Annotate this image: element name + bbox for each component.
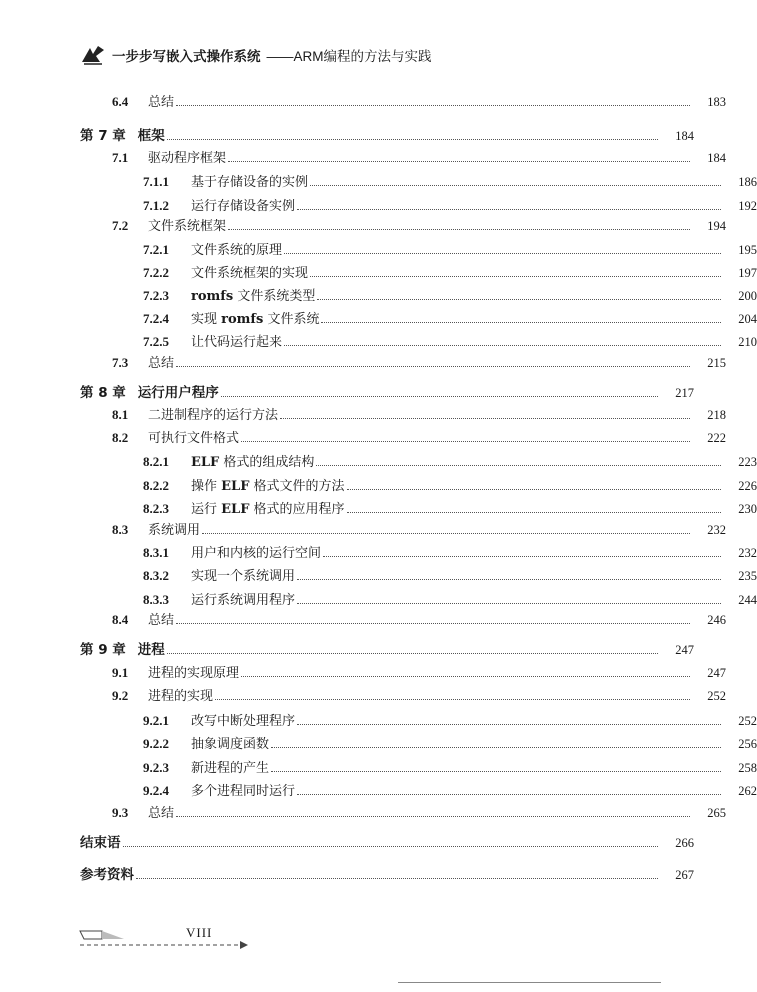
toc-entry-number: 第 7 章 [80, 128, 126, 144]
toc-entry-number: 第 8 章 [80, 385, 126, 401]
toc-page-number: 235 [738, 569, 757, 583]
toc-entry [0, 709, 757, 729]
toc-entry [0, 608, 726, 628]
toc-entry [0, 756, 757, 776]
toc-entry [0, 564, 757, 584]
toc-entry-number: 8.2.3 [143, 501, 169, 516]
toc-entry-title [191, 331, 282, 350]
dot-leader [347, 512, 721, 513]
toc-page-number: 252 [707, 689, 726, 703]
toc-entry-title [148, 427, 239, 446]
toc-entry-title [191, 757, 269, 776]
toc-entry [0, 426, 726, 446]
dot-leader [176, 105, 690, 106]
toc-entry [0, 831, 694, 851]
book-logo-icon [80, 44, 106, 66]
toc-entry [0, 381, 694, 401]
book-title: 一步步写嵌入式操作系统 [112, 49, 261, 65]
dot-leader [316, 465, 721, 466]
page-number: VIII [186, 925, 213, 940]
dot-leader [317, 299, 721, 300]
toc-title-text: 进程 [137, 642, 165, 658]
dot-leader [297, 209, 721, 210]
toc-title-text: 文件系统框架的实现 [191, 266, 309, 281]
toc-entry [0, 661, 726, 681]
toc-entry [0, 146, 726, 166]
toc-entry-title [148, 609, 174, 628]
toc-page-number: 246 [707, 613, 726, 627]
toc-entry-number: 7.2.3 [143, 288, 169, 303]
toc-entry-number: 7.2.2 [143, 265, 169, 280]
toc-entry-number: 8.2.2 [143, 478, 169, 493]
toc-entry [0, 450, 757, 470]
toc-entry-number: 7.2.4 [143, 311, 169, 326]
toc-entry-number: 9.2.3 [143, 760, 169, 775]
toc-title-text: 结束语 [80, 835, 121, 851]
toc-page-number: 244 [738, 593, 757, 607]
toc-title-text: 多个进程同时运行 [191, 784, 296, 799]
toc-entry [0, 684, 726, 704]
toc-entry-title [80, 863, 134, 883]
toc-title-text: 总结 [148, 356, 175, 371]
toc-entry-title [191, 171, 308, 190]
toc-page-number: 226 [738, 479, 757, 493]
toc-entry-title [148, 802, 174, 821]
dot-leader [228, 229, 690, 230]
toc-entry-title [191, 780, 295, 799]
toc-title-keyword: ELF [191, 455, 220, 470]
toc-entry [0, 497, 757, 517]
toc-title-text: 进程的实现原理 [148, 666, 240, 681]
toc-entry-title [191, 565, 295, 584]
dot-leader [297, 603, 721, 604]
toc-title-text: 运行系统调用程序 [191, 593, 296, 608]
toc-page-number: 222 [707, 431, 726, 445]
toc-title-text: 运行存储设备实例 [191, 199, 296, 214]
toc-entry-number: 6.4 [112, 94, 129, 109]
toc-entry-title [191, 308, 319, 327]
toc-page-number: 194 [707, 219, 726, 233]
dot-leader [323, 556, 721, 557]
toc-entry-title [191, 262, 308, 281]
toc-entry [0, 261, 757, 281]
toc-title-text: 二进制程序的运行方法 [148, 408, 279, 423]
toc-entry-number: 8.3 [112, 522, 129, 537]
toc-entry [0, 194, 757, 214]
toc-entry-number: 7.1 [112, 150, 129, 165]
toc-title-keyword: romfs [191, 289, 234, 304]
dot-leader [321, 322, 721, 323]
toc-page-number: 262 [738, 784, 757, 798]
toc-entry-title [191, 542, 321, 561]
dot-leader [215, 699, 690, 700]
toc-page-number: 186 [738, 175, 757, 189]
toc-entry-title [191, 285, 315, 304]
toc-entry-number: 8.4 [112, 612, 129, 627]
toc-entry [0, 863, 694, 883]
toc-entry [0, 124, 694, 144]
toc-page-number: 252 [738, 714, 757, 728]
dot-leader [347, 489, 721, 490]
toc-entry-title [191, 498, 345, 517]
toc-entry [0, 170, 757, 190]
toc-entry-title [191, 733, 269, 752]
toc-entry [0, 90, 726, 110]
dot-leader [241, 676, 690, 677]
toc-page-number: 232 [707, 523, 726, 537]
toc-title-text: 系统调用 [148, 523, 201, 538]
toc-title-text: 可执行文件格式 [148, 431, 240, 446]
toc-title-keyword: romfs [221, 312, 264, 327]
dot-leader [176, 366, 690, 367]
dot-leader [136, 878, 658, 879]
toc-page-number: 195 [738, 243, 757, 257]
toc-page-number: 230 [738, 502, 757, 516]
toc-entry-number: 7.1.2 [143, 198, 169, 213]
toc-entry [0, 588, 757, 608]
toc-title-text: 格式文件的方法 [249, 479, 345, 494]
dot-leader [167, 139, 658, 140]
toc-entry-title [138, 124, 165, 144]
dot-leader [123, 846, 659, 847]
dot-leader [221, 396, 658, 397]
dot-leader [310, 276, 721, 277]
toc-entry-number: 7.2 [112, 218, 129, 233]
toc-entry-number: 7.2.5 [143, 334, 169, 349]
toc-title-text: 基于存储设备的实例 [191, 175, 309, 190]
bottom-rule [398, 982, 661, 983]
toc-entry [0, 214, 726, 234]
book-subtitle: ——ARM编程的方法与实践 [266, 49, 432, 64]
toc-title-text: 实现一个系统调用 [191, 569, 296, 584]
toc-entry [0, 307, 757, 327]
toc-page-number: 200 [738, 289, 757, 303]
toc-title-text: 总结 [148, 806, 175, 821]
toc-title-text: 总结 [148, 95, 175, 110]
toc-page-number: 232 [738, 546, 757, 560]
toc-page-number: 204 [738, 312, 757, 326]
toc-entry-title [191, 475, 345, 494]
toc-page-number: 217 [675, 386, 694, 400]
toc-entry-title [191, 710, 295, 729]
toc-entry [0, 801, 726, 821]
toc-entry [0, 403, 726, 423]
toc-entry-title [148, 352, 174, 371]
toc-entry-number: 8.3.3 [143, 592, 169, 607]
footer-arrow-icon [80, 925, 260, 953]
dot-leader [310, 185, 721, 186]
toc-title-text: 参考资料 [80, 867, 134, 883]
toc-page-number: 258 [738, 761, 757, 775]
toc-entry [0, 779, 757, 799]
toc-page-number: 210 [738, 335, 757, 349]
toc-entry [0, 284, 757, 304]
toc-entry-title [191, 589, 295, 608]
toc-entry-number: 9.2.1 [143, 713, 169, 728]
toc-title-text: 框架 [137, 128, 165, 144]
toc-page-number: 266 [675, 836, 694, 850]
toc-entry-number: 8.1 [112, 407, 129, 422]
toc-title-text: 总结 [148, 613, 175, 628]
toc-entry-number: 7.1.1 [143, 174, 169, 189]
toc-entry-number: 9.2.4 [143, 783, 169, 798]
toc-title-text: 改写中断处理程序 [191, 714, 296, 729]
toc-page-number: 256 [738, 737, 757, 751]
dot-leader [280, 418, 690, 419]
toc-page-number: 218 [707, 408, 726, 422]
toc-entry-number: 8.2 [112, 430, 129, 445]
toc-title-text: 运行用户程序 [137, 385, 219, 401]
dot-leader [202, 533, 690, 534]
page-footer [80, 925, 260, 953]
dot-leader [297, 724, 721, 725]
toc-entry-title [191, 451, 314, 470]
toc-title-text: 文件系统 [263, 312, 320, 327]
toc-entry-title [80, 831, 121, 851]
toc-page-number: 223 [738, 455, 757, 469]
toc-page-number: 247 [707, 666, 726, 680]
toc-entry-number: 7.2.1 [143, 242, 169, 257]
toc-page-number: 184 [675, 129, 694, 143]
toc-entry-number: 9.3 [112, 805, 129, 820]
toc-title-text: 文件系统的原理 [191, 243, 283, 258]
toc-entry-number: 7.3 [112, 355, 129, 370]
toc-title-prefix: 实现 [191, 312, 222, 327]
dot-leader [228, 161, 690, 162]
toc-entry [0, 518, 726, 538]
toc-page-number: 267 [675, 868, 694, 882]
toc-entry-title [148, 519, 200, 538]
dot-leader [271, 747, 721, 748]
toc-entry-number: 8.3.1 [143, 545, 169, 560]
toc-title-text: 文件系统类型 [233, 289, 316, 304]
toc-page-number: 265 [707, 806, 726, 820]
toc-entry [0, 732, 757, 752]
toc-entry [0, 351, 726, 371]
toc-page-number: 183 [707, 95, 726, 109]
toc-entry-number: 9.1 [112, 665, 129, 680]
toc-title-prefix: 运行 [191, 502, 222, 517]
dot-leader [176, 623, 690, 624]
toc-entry-title [138, 638, 165, 658]
toc-entry-title [138, 381, 219, 401]
toc-title-keyword: ELF [221, 479, 250, 494]
toc-title-text: 驱动程序框架 [148, 151, 227, 166]
toc-page-number: 215 [707, 356, 726, 370]
dot-leader [284, 345, 721, 346]
toc-entry [0, 541, 757, 561]
toc-title-text: 让代码运行起来 [191, 335, 283, 350]
toc-page-number: 192 [738, 199, 757, 213]
toc-entry-number: 8.2.1 [143, 454, 169, 469]
toc-entry-title [148, 662, 239, 681]
toc-title-text: 新进程的产生 [191, 761, 270, 776]
toc-title-text: 用户和内核的运行空间 [191, 546, 322, 561]
toc-entry-title [148, 215, 226, 234]
toc-entry-title [148, 91, 174, 110]
toc-title-text: 进程的实现 [148, 689, 214, 704]
toc-entry-number: 第 9 章 [80, 642, 126, 658]
toc-title-text: 抽象调度函数 [191, 737, 270, 752]
toc-entry-title [191, 195, 295, 214]
dot-leader [167, 653, 658, 654]
toc-title-keyword: ELF [221, 502, 250, 517]
dot-leader [241, 441, 690, 442]
toc-page-number: 247 [675, 643, 694, 657]
toc-title-prefix: 操作 [191, 479, 222, 494]
toc-entry-title [191, 239, 282, 258]
toc-entry-title [148, 685, 213, 704]
toc-entry-title [148, 404, 278, 423]
dot-leader [176, 816, 690, 817]
dot-leader [284, 253, 721, 254]
toc-entry [0, 330, 757, 350]
toc-entry [0, 638, 694, 658]
toc-entry-number: 9.2.2 [143, 736, 169, 751]
toc-page-number: 184 [707, 151, 726, 165]
toc-entry-number: 8.3.2 [143, 568, 169, 583]
toc-entry [0, 238, 757, 258]
toc-entry [0, 474, 757, 494]
dot-leader [297, 579, 721, 580]
running-header [80, 44, 432, 66]
toc-entry-title [148, 147, 226, 166]
dot-leader [297, 794, 721, 795]
toc-entry-number: 9.2 [112, 688, 129, 703]
toc-title-text: 格式的应用程序 [249, 502, 345, 517]
toc-page-number: 197 [738, 266, 757, 280]
toc-title-text: 格式的组成结构 [219, 455, 315, 470]
toc-title-text: 文件系统框架 [148, 219, 227, 234]
dot-leader [271, 771, 721, 772]
